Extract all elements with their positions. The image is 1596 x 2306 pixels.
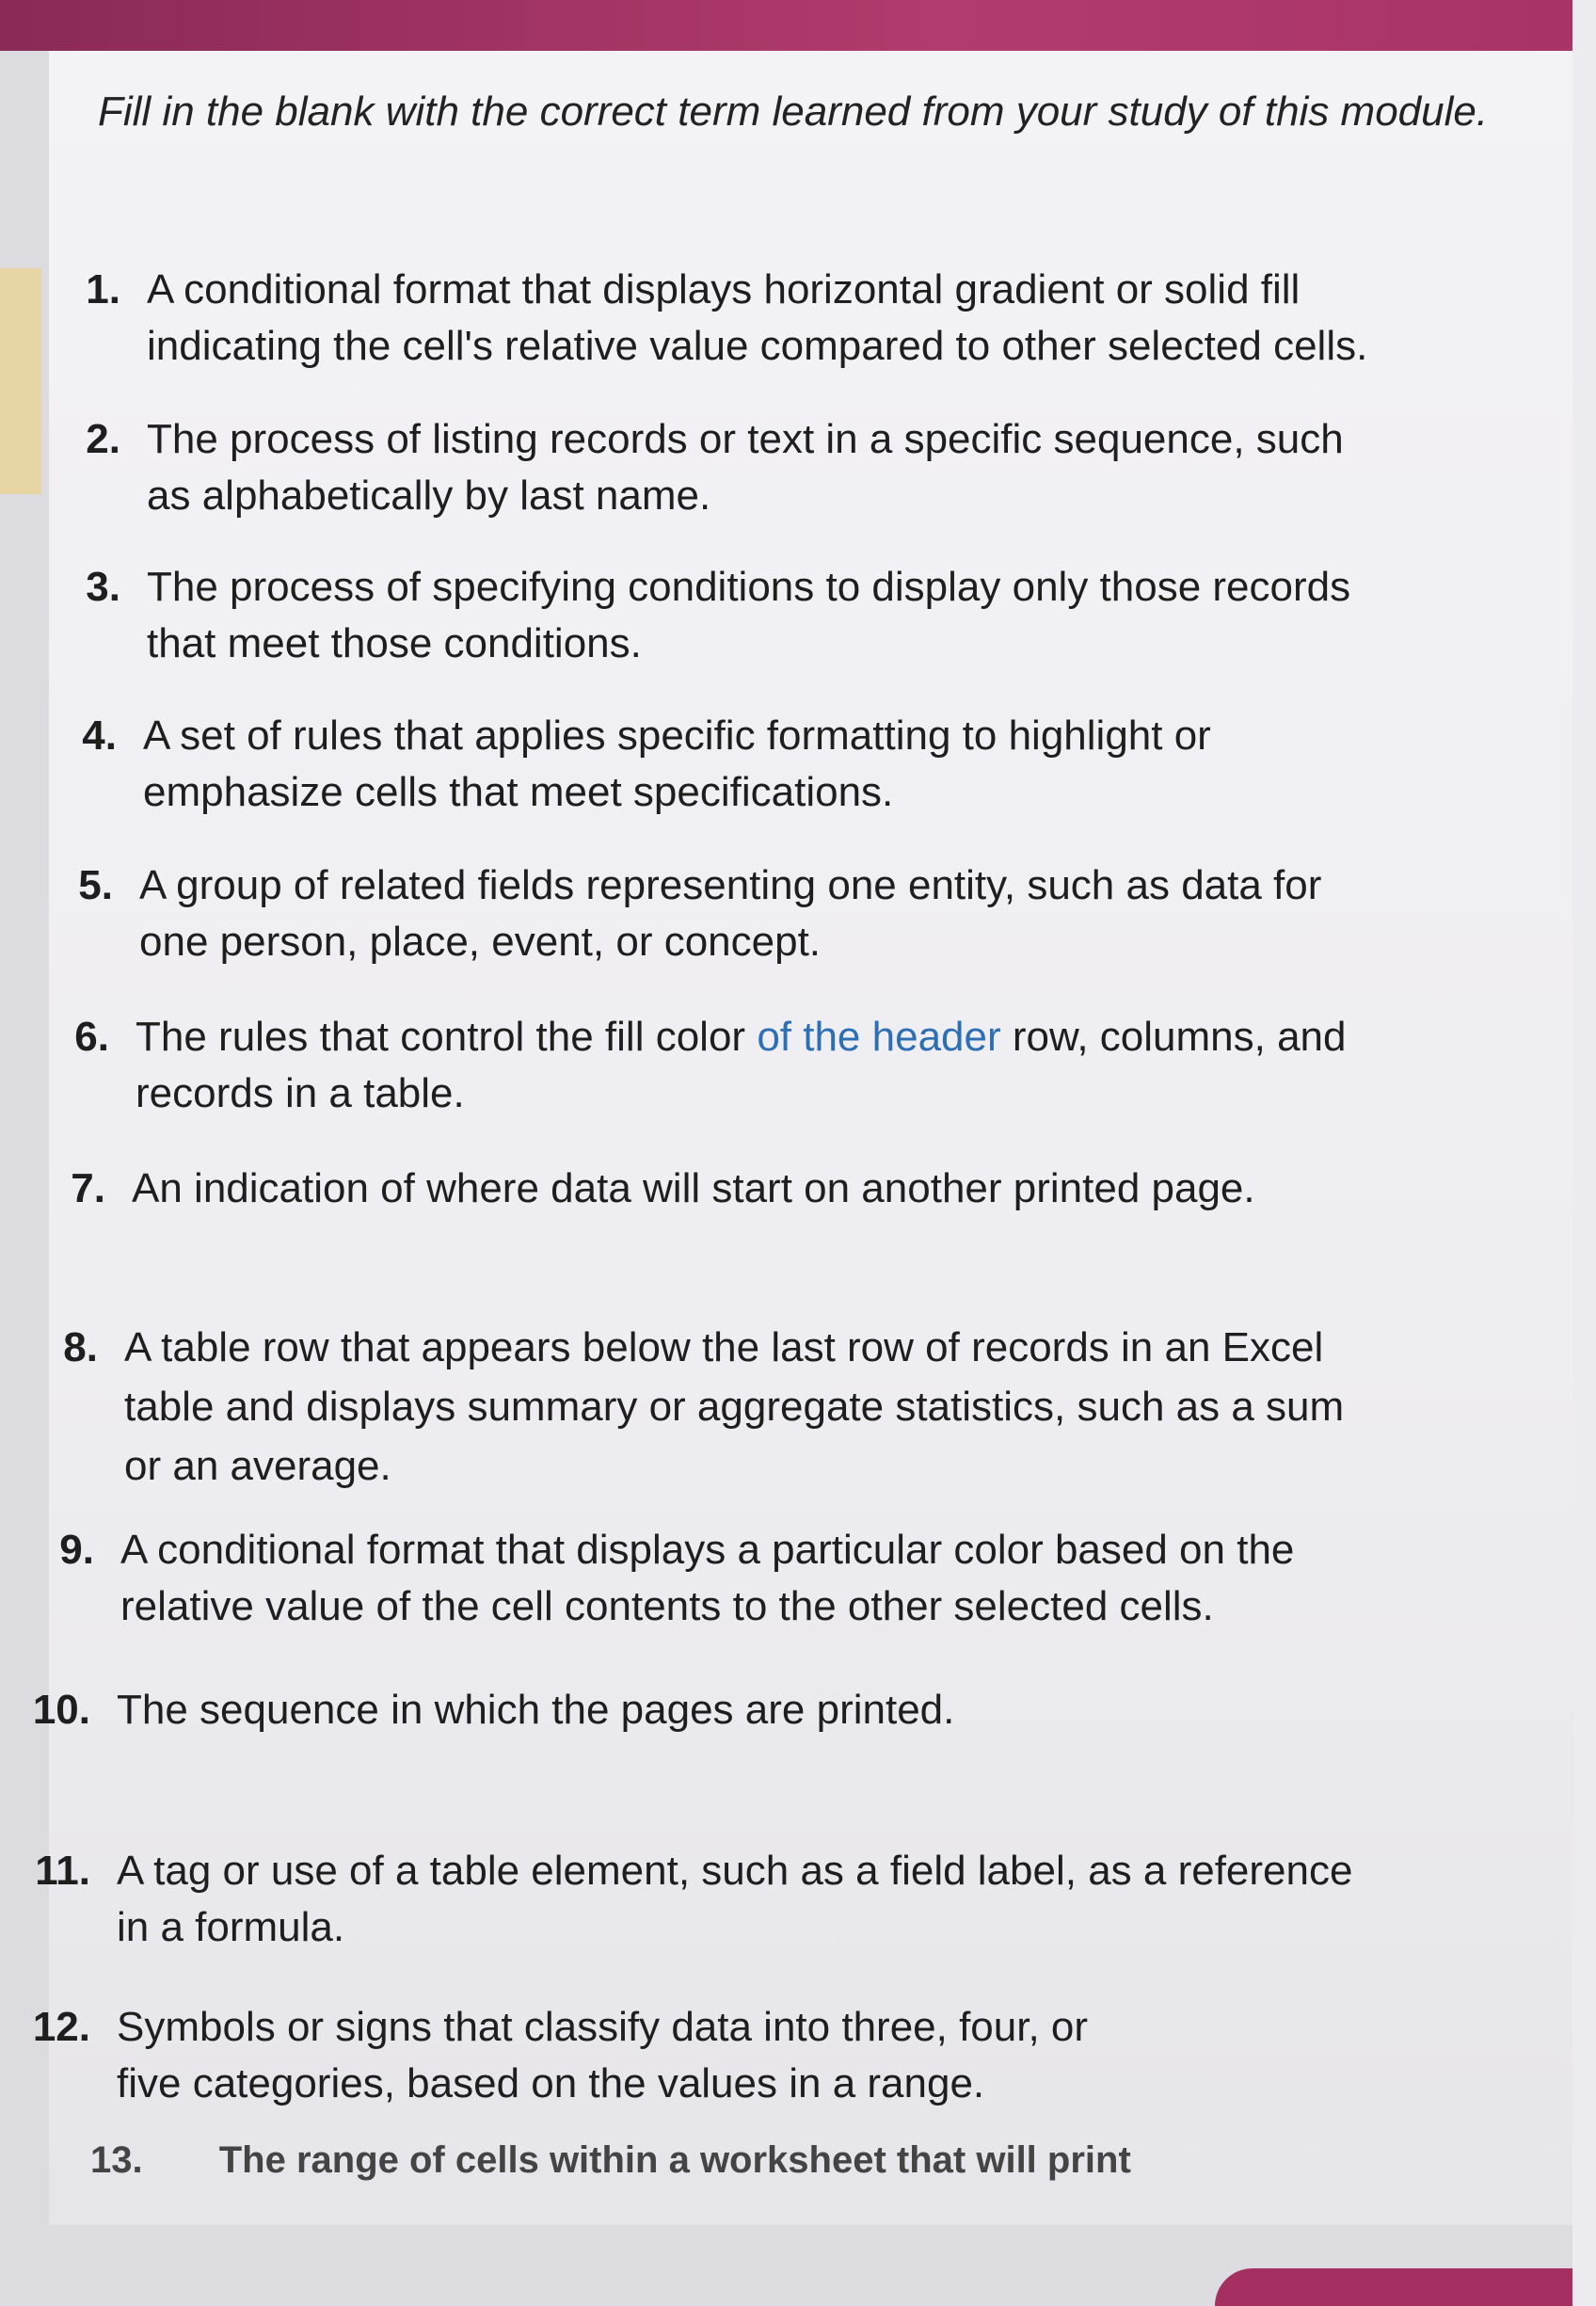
- question-text: The rules that control the fill color of the header row, columns, and records in a table.: [136, 1014, 1347, 1116]
- question-text: The process of listing records or text in a specific sequence, such as alphabetically by last name.: [147, 416, 1344, 519]
- question-number: 6.: [74, 1014, 109, 1060]
- question-text: The range of cells within a worksheet that will print: [218, 2139, 1131, 2181]
- question-text: An indication of where data will start on another printed page.: [132, 1165, 1255, 1211]
- question-text: A tag or use of a table element, such as a field label, as a reference in a formula.: [117, 1848, 1353, 1950]
- question-number: 9.: [59, 1527, 94, 1573]
- question-number: 4.: [82, 713, 117, 759]
- bottom-accent: [1215, 2268, 1572, 2306]
- blue-text: of the header: [757, 1014, 1001, 1060]
- instructions-text: Fill in the blank with the correct term learned from your study of this module.: [98, 88, 1489, 135]
- question-number: 11.: [35, 1848, 90, 1894]
- question-text: The process of specifying conditions to display only those records that meet those conditions.: [147, 564, 1351, 666]
- question-number: 8.: [63, 1324, 98, 1370]
- question-number: 1.: [86, 266, 120, 312]
- question-text: A group of related fields representing one entity, such as data for one person, place, event, or concept.: [139, 862, 1322, 965]
- question-text: A conditional format that displays horizontal gradient or solid fill indicating the cell's relative value compared to other selected cells.: [147, 266, 1368, 369]
- question-number: 10.: [32, 1687, 90, 1733]
- question-number: 7.: [71, 1165, 105, 1211]
- question-number: 3.: [86, 564, 120, 610]
- question-text: The sequence in which the pages are printed.: [117, 1687, 955, 1733]
- question-text: A set of rules that applies specific formatting to highlight or emphasize cells that meet specifications.: [143, 713, 1211, 815]
- question-number: 5.: [78, 862, 113, 908]
- question-item-partial: [90, 2139, 1408, 2181]
- question-text: Symbols or signs that classify data into three, four, or five categories, based on the values in a range.: [117, 2004, 1089, 2106]
- question-number: 2.: [86, 416, 120, 462]
- question-text: A table row that appears below the last row of records in an Excel table and displays summary or aggregate statistics, such as a sum or an average.: [124, 1324, 1345, 1489]
- question-number: 13.: [90, 2139, 143, 2181]
- question-text: A conditional format that displays a particular color based on the relative value of the cell contents to the other selected cells.: [120, 1527, 1295, 1629]
- question-number: 12.: [32, 2004, 90, 2050]
